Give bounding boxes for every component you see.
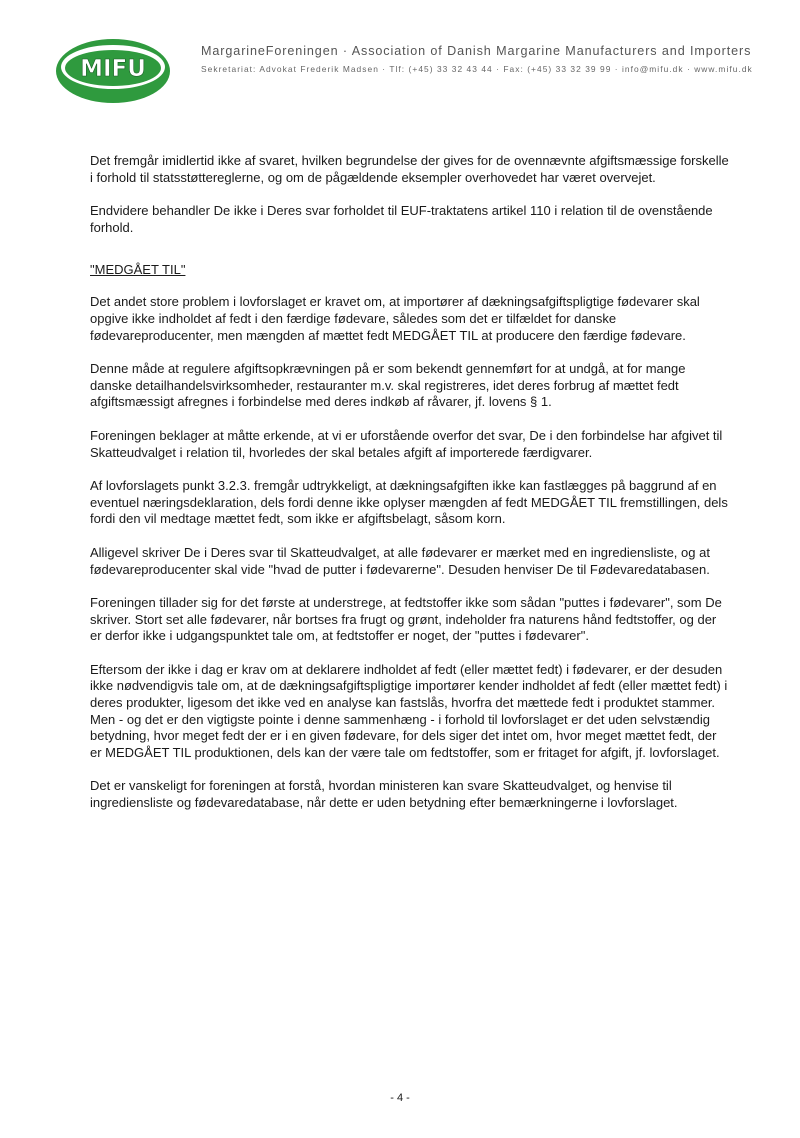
paragraph-3: Det andet store problem i lovforslaget er kravet om, at importører af dækningsafgiftspligtige fødevarer skal opgive ikke indholdet af fedt i den færdige fødevare, således som det er tilfældet for danske fødevareproducenter, men mængden af mættet fedt MEDGÅET TIL at producere den færdige fødevare. [90,294,700,343]
organization-name: MargarineForeningen · Association of Danish Margarine Manufacturers and Importers [201,44,752,58]
section-heading: "MEDGÅET TIL" [90,262,186,278]
paragraph-4: Denne måde at regulere afgiftsopkrævningen på er som bekendt gennemført for at undgå, at for mange danske detailhandelsvirksomheder, restauranter m.v. skal registreres, idet deres forbrug af mættet fedt afgiftsmæssigt afregnes i forbindelse med deres indkøb af råvarer, jf. lovens § 1. [90,361,686,410]
paragraph-2: Endvidere behandler De ikke i Deres svar forholdet til EUF-traktatens artikel 110 i relation til de ovenstående forhold. [90,203,713,235]
paragraph-7: Alligevel skriver De i Deres svar til Skatteudvalget, at alle fødevarer er mærket med en ingrediensliste, og at fødevareproducenter skal vide "hvad de putter i fødevarerne". Desuden henviser De til Fødevaredatabasen. [90,544,710,577]
logo-text: MIFU [80,56,146,82]
paragraph-11: Det er vanskeligt for foreningen at forstå, hvordan ministeren kan svare Skatteudvalget, og henvise til ingrediensliste og fødevaredatabase, når dette er uden betydning efter bemærkningerne i lovforslaget. [90,778,678,811]
paragraph-8: Foreningen tillader sig for det første at understrege, at fedtstoffer ikke som sådan "puttes i fødevarer", som De skriver. Stort set alle fødevarer, når bortses fra frugt og grønt, indeholder fra naturens hånd fedtstoffer, og der er derfor ikke i udgangspunktet tale om, at fedtstoffer er noget, der "puttes i fødevarer". [90,595,722,644]
paragraph-9: Eftersom der ikke i dag er krav om at deklarere indholdet af fedt (eller mættet fedt) i fødevarer, er der desuden ikke nødvendigvis tale om, at de dækningsafgiftspligtige importører kender indholdet af fedt (eller mættet fedt) i deres produkter, ligesom det ikke ved en analyse kan fastslås, hvorfra det mættede fedt i produktet stammer. [90,661,728,711]
page-number: - 4 - [390,1092,410,1104]
letter-body [90,153,730,829]
paragraph-1: Det fremgår imidlertid ikke af svaret, hvilken begrundelse der gives for de ovennævnte afgiftsmæssige forskelle i forhold til statsstøttereglerne, og om de pågældende eksempler overhovedet har været overvejet. [90,153,729,185]
contact-info: Sekretariat: Advokat Frederik Madsen · Tlf: (+45) 33 32 43 44 · Fax: (+45) 33 32 39 99 · info@mifu.dk · www.mifu.dk [201,64,753,74]
mifu-logo-graphic [54,37,172,105]
mifu-logo [54,37,172,105]
paragraph-10: Men - og det er den vigtigste pointe i denne sammenhæng - i forhold til lovforslaget er det uden selvstændig betydning, hvor meget fedt der er i en given fødevare, for dels siger det intet om, hvor meget mættet fedt, der er MEDGÅET TIL produktionen, dels kan der være tale om fedtstoffer, som er fritaget for afgift, jf. lovforslaget. [90,711,720,760]
paragraph-6: Af lovforslagets punkt 3.2.3. fremgår udtrykkeligt, at dækningsafgiften ikke kan fastlægges på baggrund af en eventuel næringsdeklaration, dels fordi denne ikke oplyser mængden af fedt MEDGÅET TIL fremstillingen, dels fordi den vil medtage mættet fedt, som ikke er afgiftsbelagt, såsom korn. [90,478,728,527]
paragraph-5: Foreningen beklager at måtte erkende, at vi er uforstående overfor det svar, De i den forbindelse har afgivet til Skatteudvalget i relation til, hvorledes der skal betales afgift af importerede færdigvarer. [90,427,723,460]
